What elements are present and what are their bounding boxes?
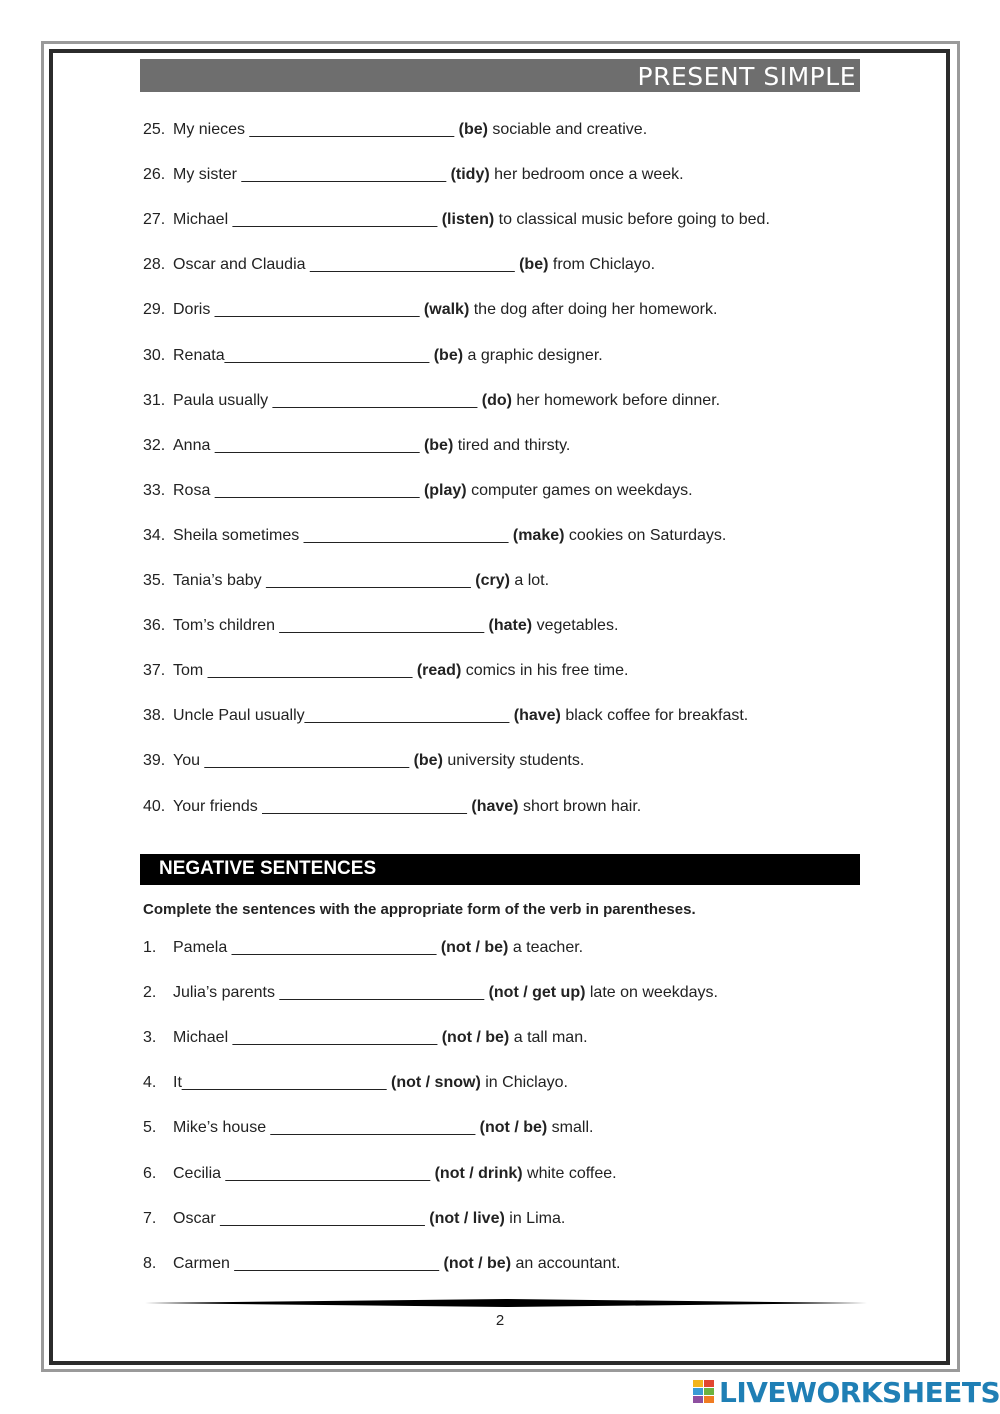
answer-blank[interactable]: _______________________ xyxy=(279,617,485,635)
verb-hint: (be) xyxy=(433,346,464,364)
item-rest: a tall man. xyxy=(513,1029,588,1047)
verb-hint: (cry) xyxy=(475,572,510,589)
exercise-item xyxy=(143,1254,620,1274)
answer-blank[interactable]: _______________________ xyxy=(279,984,485,1002)
answer-blank[interactable]: _______________________ xyxy=(181,1074,387,1092)
item-rest: cookies on Saturdays. xyxy=(568,526,727,544)
verb-hint: (not / live) xyxy=(429,1209,505,1227)
verb-hint: (read) xyxy=(416,662,462,680)
item-number: 34. xyxy=(143,526,166,544)
item-rest: her homework before dinner. xyxy=(516,391,721,409)
answer-blank[interactable]: _______________________ xyxy=(214,436,420,454)
answer-blank[interactable]: _______________________ xyxy=(266,572,471,589)
item-subject: Pamela xyxy=(173,939,228,956)
item-rest: to classical music before going to bed. xyxy=(498,211,770,229)
item-subject: My sister xyxy=(173,166,237,184)
item-rest: a graphic designer. xyxy=(467,346,603,364)
item-rest: late on weekdays. xyxy=(589,984,718,1002)
item-rest: black coffee for breakfast. xyxy=(565,707,749,725)
exercise-item xyxy=(143,436,570,456)
item-rest: small. xyxy=(551,1119,594,1137)
liveworksheets-logo xyxy=(693,1374,1000,1410)
item-subject: Michael xyxy=(173,211,229,229)
item-rest: in Lima. xyxy=(509,1209,566,1227)
item-number: 39. xyxy=(143,752,166,770)
answer-blank[interactable]: _______________________ xyxy=(204,752,410,770)
verb-hint: (have) xyxy=(513,707,561,725)
item-subject: Doris xyxy=(173,301,211,319)
answer-blank[interactable]: _______________________ xyxy=(309,256,515,274)
item-number: 4. xyxy=(143,1074,157,1092)
exercise-item xyxy=(143,300,717,320)
item-number: 7. xyxy=(143,1209,157,1227)
item-rest: short brown hair. xyxy=(522,797,642,815)
item-number: 25. xyxy=(143,121,166,138)
exercise-item xyxy=(143,1209,565,1229)
exercise-item xyxy=(143,1073,568,1093)
answer-blank[interactable]: _______________________ xyxy=(224,346,430,364)
answer-blank[interactable]: _______________________ xyxy=(303,526,509,544)
item-number: 33. xyxy=(143,481,166,499)
exercise-item xyxy=(143,120,647,140)
exercise-item xyxy=(143,255,655,275)
verb-hint: (hate) xyxy=(488,617,533,635)
verb-hint: (be) xyxy=(458,121,488,138)
answer-blank[interactable]: _______________________ xyxy=(272,391,478,409)
item-subject: My nieces xyxy=(173,121,246,138)
verb-hint: (play) xyxy=(423,481,467,499)
verb-hint: (not / drink) xyxy=(434,1164,523,1182)
item-subject: Renata xyxy=(173,346,225,364)
answer-blank[interactable]: _______________________ xyxy=(225,1164,431,1182)
verb-hint: (be) xyxy=(519,256,549,274)
item-number: 37. xyxy=(143,662,166,680)
answer-blank[interactable]: _______________________ xyxy=(220,1209,425,1227)
item-rest: university students. xyxy=(447,752,585,770)
item-rest: in Chiclayo. xyxy=(485,1074,568,1092)
item-subject: Julia’s parents xyxy=(173,984,275,1002)
item-subject: Cecilia xyxy=(173,1164,222,1182)
verb-hint: (tidy) xyxy=(450,166,490,184)
verb-hint: (not / be) xyxy=(443,1254,512,1272)
item-rest: sociable and creative. xyxy=(492,121,648,138)
verb-hint: (not / get up) xyxy=(488,984,586,1002)
exercise-item xyxy=(143,210,770,230)
exercise-item xyxy=(143,938,583,958)
exercise-item xyxy=(143,1028,588,1048)
item-subject: Uncle Paul usually xyxy=(173,707,305,725)
answer-blank[interactable]: _______________________ xyxy=(214,301,420,319)
item-rest: comics in his free time. xyxy=(465,662,629,680)
exercise-item xyxy=(143,1118,593,1138)
item-number: 5. xyxy=(143,1119,157,1137)
item-number: 40. xyxy=(143,797,166,815)
item-number: 36. xyxy=(143,617,166,635)
item-subject: Oscar and Claudia xyxy=(173,256,306,274)
item-subject: Mike’s house xyxy=(173,1119,267,1137)
item-number: 8. xyxy=(143,1254,157,1272)
exercise-item xyxy=(143,481,693,501)
item-subject: You xyxy=(173,752,200,770)
item-subject: It xyxy=(173,1074,182,1092)
answer-blank[interactable]: _______________________ xyxy=(249,121,455,138)
exercise-item xyxy=(143,391,720,411)
section-heading: NEGATIVE SENTENCES xyxy=(159,858,377,879)
item-rest: a lot. xyxy=(514,572,550,589)
exercise-item xyxy=(143,1164,617,1184)
liveworksheets-logo-text: LIVEWORKSHEETS xyxy=(719,1375,1000,1409)
liveworksheets-logo-icon xyxy=(693,1380,715,1404)
verb-hint: (not / be) xyxy=(440,939,509,956)
item-rest: a teacher. xyxy=(512,939,584,956)
item-number: 35. xyxy=(143,572,166,589)
item-number: 30. xyxy=(143,346,166,364)
item-number: 29. xyxy=(143,301,166,319)
item-subject: Anna xyxy=(173,436,211,454)
answer-blank[interactable]: _______________________ xyxy=(231,939,437,956)
item-rest: the dog after doing her homework. xyxy=(473,301,718,319)
item-number: 31. xyxy=(143,391,166,409)
item-number: 28. xyxy=(143,256,166,274)
answer-blank[interactable]: _______________________ xyxy=(262,797,467,815)
answer-blank[interactable]: _______________________ xyxy=(234,1254,440,1272)
item-subject: Your friends xyxy=(173,797,258,815)
item-subject: Rosa xyxy=(173,481,211,499)
item-rest: from Chiclayo. xyxy=(552,256,656,274)
item-number: 1. xyxy=(143,939,157,956)
item-subject: Tania’s baby xyxy=(173,572,262,589)
item-rest: white coffee. xyxy=(527,1164,617,1182)
answer-blank[interactable]: _______________________ xyxy=(270,1119,476,1137)
verb-hint: (not / snow) xyxy=(391,1074,481,1092)
exercise-item xyxy=(143,346,603,366)
verb-hint: (be) xyxy=(423,436,454,454)
item-number: 26. xyxy=(143,166,166,184)
verb-hint: (do) xyxy=(481,391,512,409)
exercise-item xyxy=(143,751,584,771)
item-rest: her bedroom once a week. xyxy=(494,166,684,184)
item-subject: Oscar xyxy=(173,1209,216,1227)
verb-hint: (have) xyxy=(471,797,519,815)
item-number: 27. xyxy=(143,211,166,229)
exercise-item xyxy=(143,706,748,726)
verb-hint: (make) xyxy=(512,526,565,544)
exercise-item xyxy=(143,165,684,185)
exercise-instruction: Complete the sentences with the appropriate form of the verb in parentheses. xyxy=(143,901,696,918)
item-number: 3. xyxy=(143,1029,157,1047)
item-subject: Tom xyxy=(173,662,204,680)
exercise-item xyxy=(143,616,618,636)
item-number: 32. xyxy=(143,436,166,454)
verb-hint: (be) xyxy=(413,752,443,770)
verb-hint: (not / be) xyxy=(479,1119,548,1137)
verb-hint: (walk) xyxy=(423,301,470,319)
item-subject: Tom’s children xyxy=(173,617,275,635)
section-heading-bar xyxy=(140,854,860,885)
item-rest: tired and thirsty. xyxy=(457,436,571,454)
answer-blank[interactable]: _______________________ xyxy=(214,481,420,499)
page-title: PRESENT SIMPLE xyxy=(637,62,856,91)
answer-blank[interactable]: _______________________ xyxy=(207,662,413,680)
item-subject: Carmen xyxy=(173,1254,230,1272)
item-subject: Paula usually xyxy=(173,391,269,409)
exercise-item xyxy=(143,797,641,817)
page-number: 2 xyxy=(495,1312,505,1329)
item-number: 2. xyxy=(143,984,157,1002)
item-rest: computer games on weekdays. xyxy=(471,481,693,499)
title-bar xyxy=(140,59,860,92)
answer-blank[interactable]: _______________________ xyxy=(232,211,438,229)
item-subject: Sheila sometimes xyxy=(173,526,300,544)
item-number: 6. xyxy=(143,1164,157,1182)
answer-blank[interactable]: _______________________ xyxy=(241,166,447,184)
exercise-item xyxy=(143,571,549,591)
exercise-item xyxy=(143,526,726,546)
answer-blank[interactable]: _______________________ xyxy=(304,707,510,725)
verb-hint: (not / be) xyxy=(441,1029,510,1047)
exercise-item xyxy=(143,661,628,681)
footer-divider xyxy=(145,1297,867,1309)
item-rest: vegetables. xyxy=(536,617,619,635)
item-rest: an accountant. xyxy=(515,1254,621,1272)
exercise-item xyxy=(143,983,718,1003)
item-number: 38. xyxy=(143,707,166,725)
item-subject: Michael xyxy=(173,1029,229,1047)
answer-blank[interactable]: _______________________ xyxy=(232,1029,438,1047)
verb-hint: (listen) xyxy=(441,211,495,229)
